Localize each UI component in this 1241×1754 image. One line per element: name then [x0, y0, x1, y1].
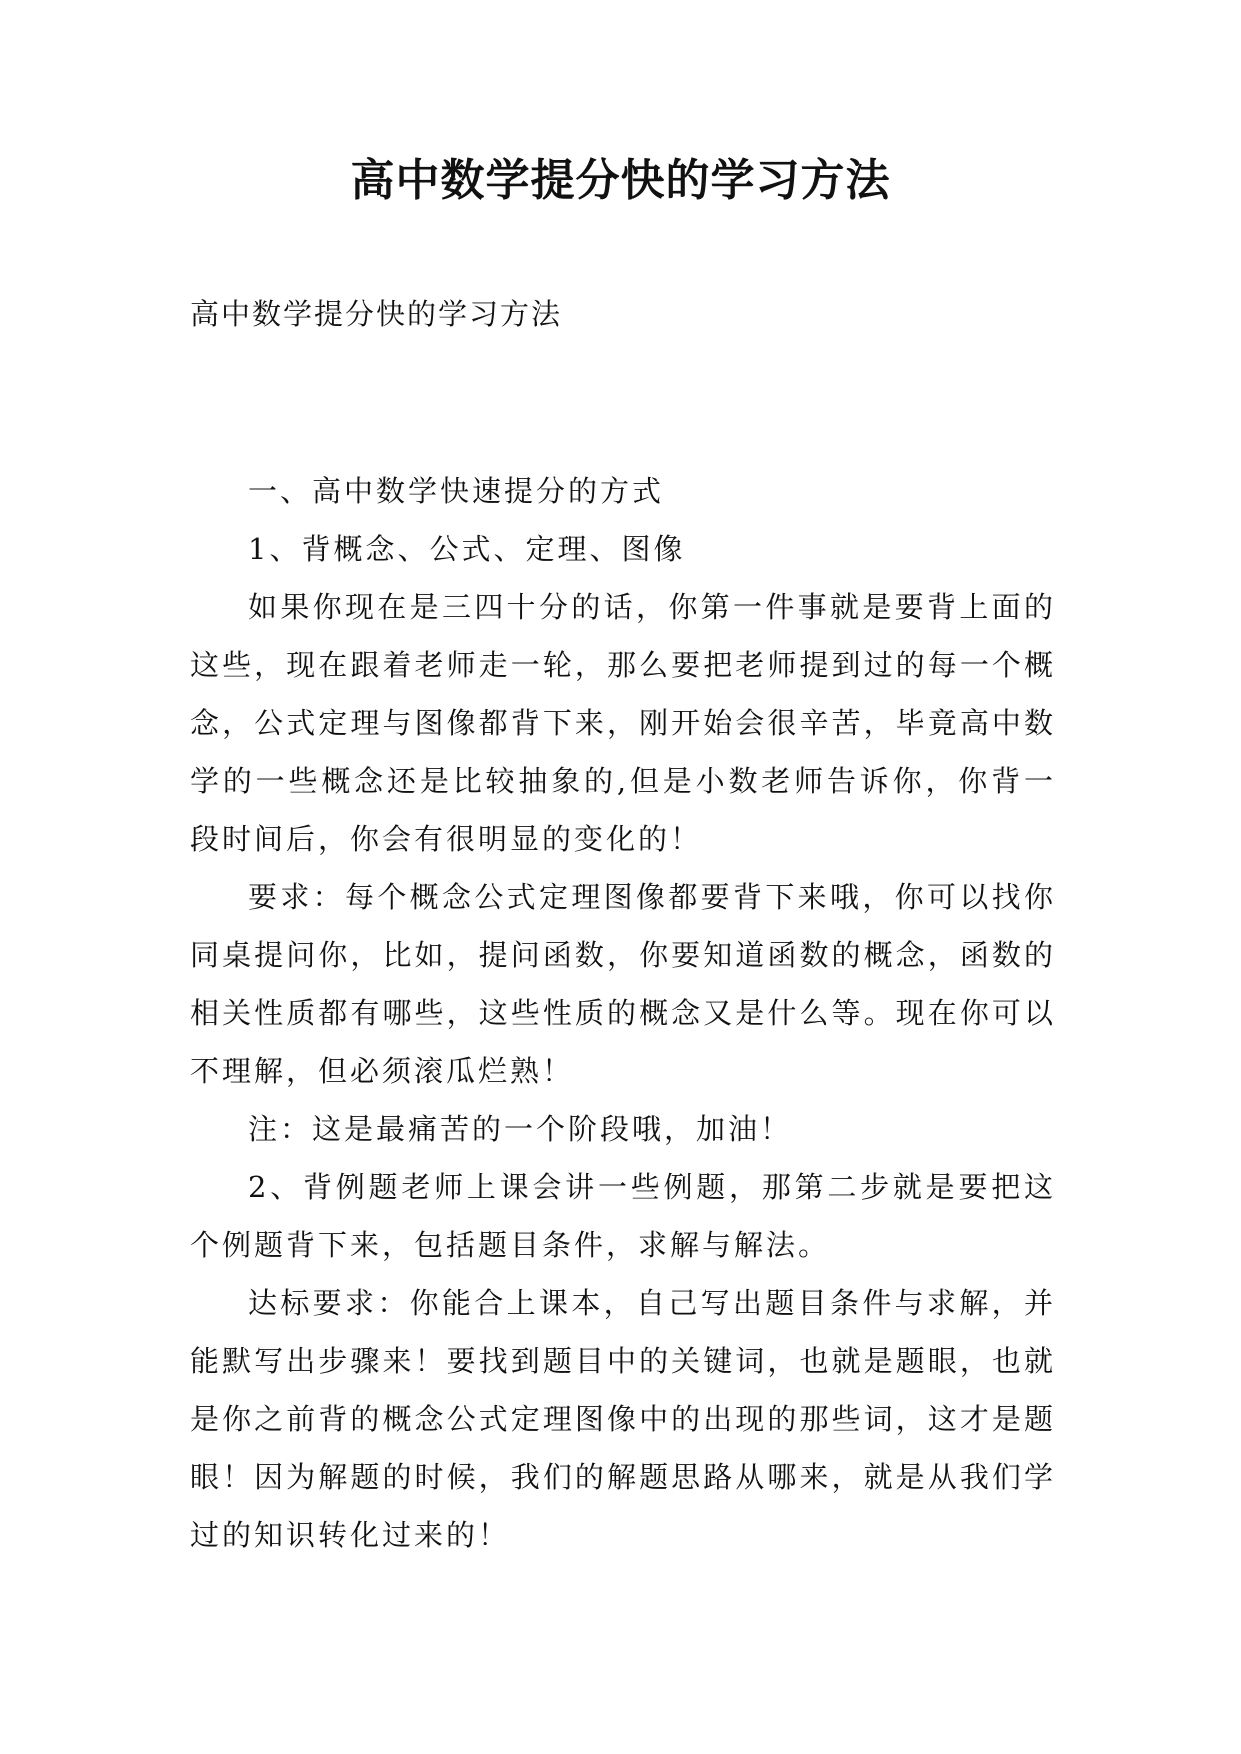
section-heading-1: 一、高中数学快速提分的方式 — [248, 474, 665, 508]
subheading-2-paragraph: 2、背例题老师上课会讲一些例题，那第二步就是要把这个例题背下来，包括题目条件，求解与解法。 — [190, 1170, 1056, 1262]
body-paragraph: 如果你现在是三四十分的话，你第一件事就是要背上面的这些，现在跟着老师走一轮，那么要把老师提到过的每一个概念，公式定理与图像都背下来，刚开始会很辛苦，毕竟高中数学的一些概念还是比较抽象的,但是小数老师告诉你，你背一段时间后，你会有很明显的变化的！ — [190, 590, 1056, 856]
requirement-paragraph: 要求：每个概念公式定理图像都要背下来哦，你可以找你同桌提问你，比如，提问函数，你要知道函数的概念，函数的相关性质都有哪些，这些性质的概念又是什么等。现在你可以不理解，但必须滚瓜烂熟！ — [190, 880, 1056, 1088]
standard-requirement-paragraph: 达标要求：你能合上课本，自己写出题目条件与求解，并能默写出步骤来！要找到题目中的关键词，也就是题眼，也就是你之前背的概念公式定理图像中的出现的那些词，这才是题眼！因为解题的时候，我们的解题思路从哪来，就是从我们学过的知识转化过来的！ — [190, 1286, 1056, 1552]
subheading-1: 1、背概念、公式、定理、图像 — [248, 532, 686, 566]
note-paragraph: 注：这是最痛苦的一个阶段哦，加油！ — [248, 1112, 793, 1146]
document-subtitle: 高中数学提分快的学习方法 — [190, 297, 563, 331]
document-body — [190, 462, 1056, 1564]
document-title: 高中数学提分快的学习方法 — [350, 155, 891, 206]
